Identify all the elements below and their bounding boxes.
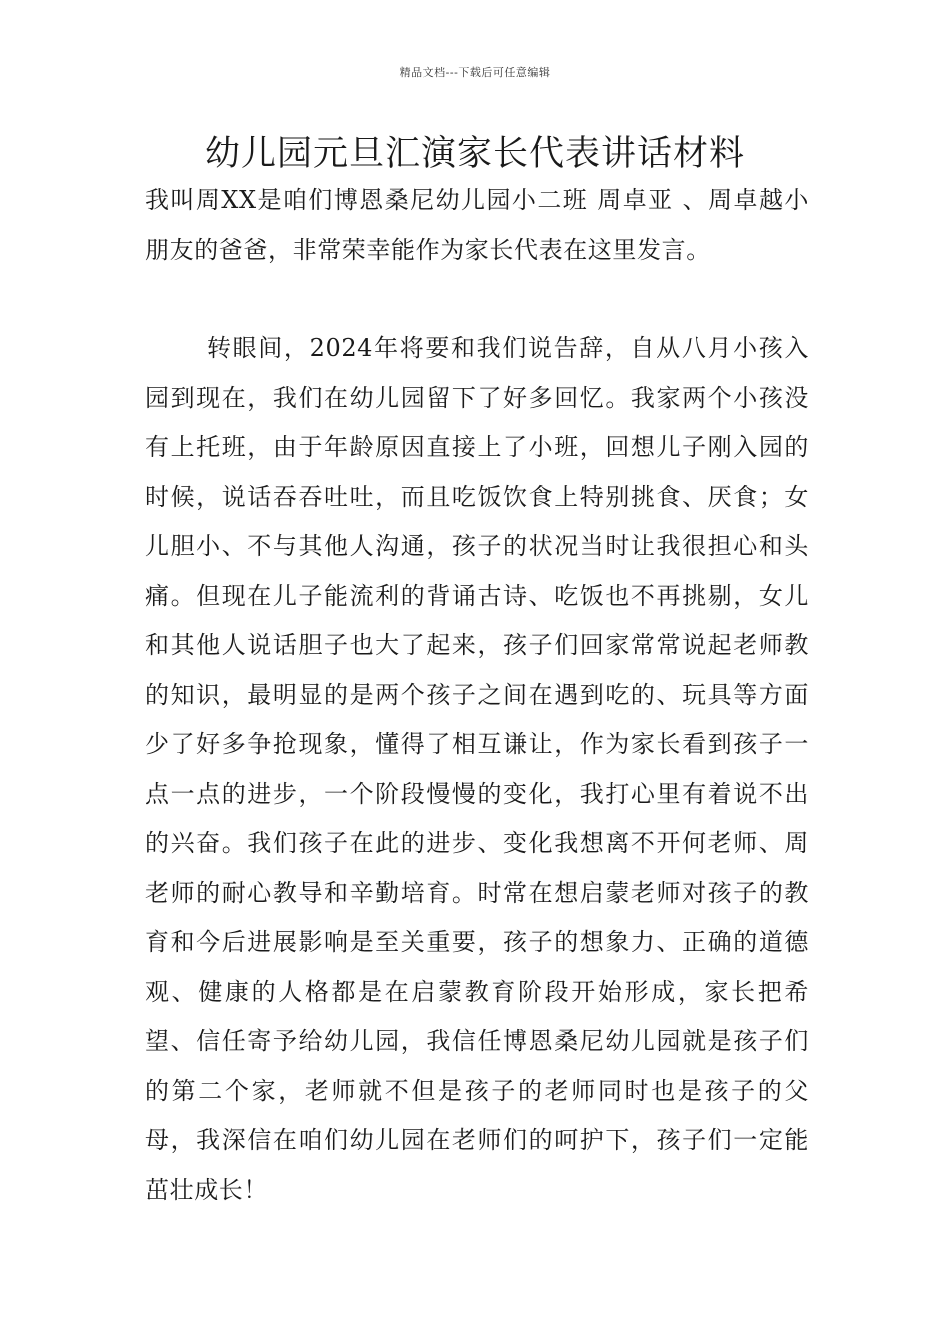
header-note: 精品文档---下载后可任意编辑 <box>399 66 551 79</box>
document-title: 幼儿园元旦汇演家长代表讲话材料 <box>204 134 745 174</box>
intro-paragraph: 我叫周XX是咱们博恩桑尼幼儿园小二班 周卓亚 、周卓越小朋友的爸爸，非常荣幸能作为家长代表在这里发言。 <box>145 186 809 264</box>
main-paragraph: 转眼间，2024年将要和我们说告辞，自从八月小孩入园到现在，我们在幼儿园留下了好多回忆。我家两个小孩没有上托班，由于年龄原因直接上了小班，回想儿子刚入园的时候，说话吞吞吐吐，而且吃饭饮食上特别挑食、厌食；女儿胆小、不与其他人沟通，孩子的状况当时让我很担心和头痛。但现在儿子能流利的背诵古诗、吃饭也不再挑剔，女儿和其他人说话胆子也大了起来，孩子们回家常常说起老师教的知识，最明显的是两个孩子之间在遇到吃的、玩具等方面少了好多争抢现象，懂得了相互谦让，作为家长看到孩子一点一点的进步，一个阶段慢慢的变化，我打心里有着说不出的兴奋。我们孩子在此的进步、变化我想离不开何老师、周老师的耐心教导和辛勤培育。时常在想启蒙老师对孩子的教育和今后进展影响是至关重要，孩子的想象力、正确的道德观、健康的人格都是在启蒙教育阶段开始形成，家长把希望、信任寄予给幼儿园，我信任博恩桑尼幼儿园就是孩子们的第二个家，老师就不但是孩子的老师同时也是孩子的父母，我深信在咱们幼儿园在老师们的呵护下，孩子们一定能茁壮成长！ <box>145 334 809 1204</box>
